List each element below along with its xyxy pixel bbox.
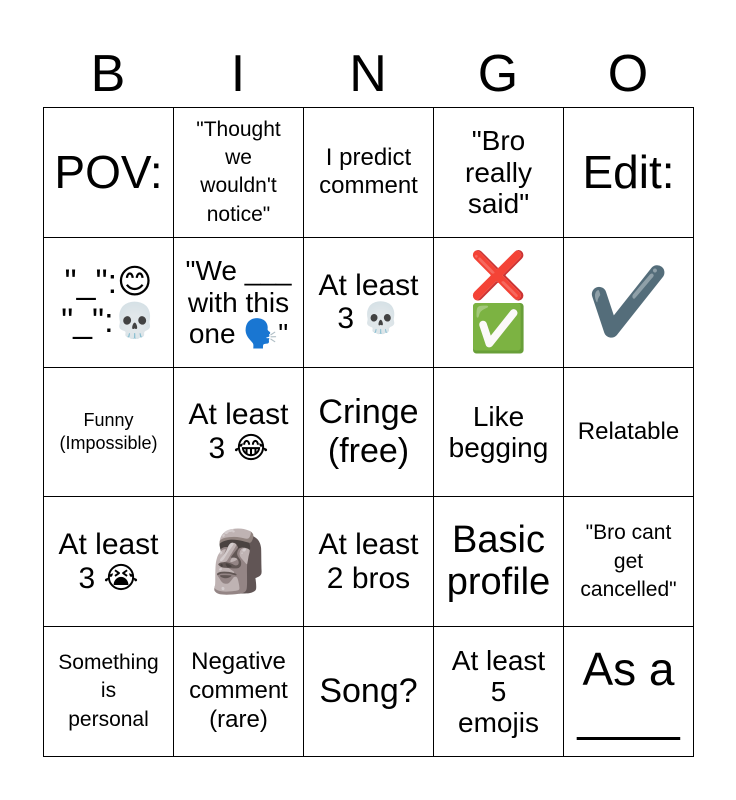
bingo-cell-r3c1[interactable] [44,368,174,498]
cell-text: As a ____ [577,642,680,741]
bingo-cell-r5c2[interactable] [174,627,304,757]
bingo-cell-r4c1[interactable] [44,497,174,627]
bingo-cell-r4c3[interactable] [304,497,434,627]
bingo-cell-r4c2[interactable] [174,497,304,627]
bingo-cell-r4c4[interactable] [434,497,564,627]
bingo-cell-r2c4[interactable] [434,238,564,368]
bingo-cell-r5c3[interactable] [304,627,434,757]
bingo-cell-r1c3[interactable] [304,108,434,238]
header-letter-g: G [477,45,519,103]
header-letter-i: I [230,45,246,103]
bingo-header [43,42,694,106]
header-letter-b: B [90,45,126,103]
cell-text: POV: [54,146,163,199]
cell-text: Relatable [577,417,680,445]
bingo-cell-r1c2[interactable] [174,108,304,238]
check-mark-icon: ✔️ [587,264,670,339]
cell-text: "Bro really said" [465,125,532,220]
cell-text: Basic profile [446,518,551,603]
bingo-cell-r5c4[interactable] [434,627,564,757]
bingo-cell-r1c1[interactable] [44,108,174,238]
bingo-cell-r2c2[interactable] [174,238,304,368]
cell-text: I predict comment [319,143,418,200]
bingo-cell-r5c1[interactable] [44,627,174,757]
bingo-cell-r5c5[interactable] [564,627,694,757]
cell-text: At least 5 emojis [451,644,546,739]
cell-text: At least 3 😭 [58,528,159,595]
cell-text: Negative comment (rare) [189,648,288,733]
cell-text: At least 3 😂 [188,398,289,465]
cell-text: At least 2 bros [318,528,419,595]
cell-text: "Bro cant get cancelled" [580,521,677,601]
header-letter-o: O [607,45,649,103]
cell-text: Funny (Impossible) [59,410,158,453]
bingo-cell-r2c3[interactable] [304,238,434,368]
cell-text: Cringe (free) [318,392,419,470]
bingo-cell-r2c1[interactable] [44,238,174,368]
cell-text: At least 3 💀 [318,268,419,336]
bingo-cell-r4c5[interactable] [564,497,694,627]
bingo-cell-r3c3[interactable] [304,368,434,498]
bingo-cell-r3c5[interactable] [564,368,694,498]
bingo-cell-r1c4[interactable] [434,108,564,238]
cell-text: Something is personal [58,651,159,731]
cell-text: "_":😊 "_":💀 [61,263,156,341]
cell-text: Edit: [582,146,675,199]
cross-and-check-icons: ❌ ✅ [469,249,528,355]
bingo-cell-r1c5[interactable] [564,108,694,238]
bingo-cell-r2c5[interactable] [564,238,694,368]
cell-text: "Thought we wouldn't notice" [196,117,281,226]
cell-text: Like begging [448,400,549,463]
cell-text: Song? [319,672,418,711]
cell-text: "We ___ with this one 🗣️" [185,255,292,349]
header-letter-n: N [349,45,387,103]
bingo-cell-r3c2[interactable] [174,368,304,498]
bingo-board [43,107,694,757]
bingo-cell-r3c4[interactable] [434,368,564,498]
moai-icon: 🗿 [201,527,276,595]
